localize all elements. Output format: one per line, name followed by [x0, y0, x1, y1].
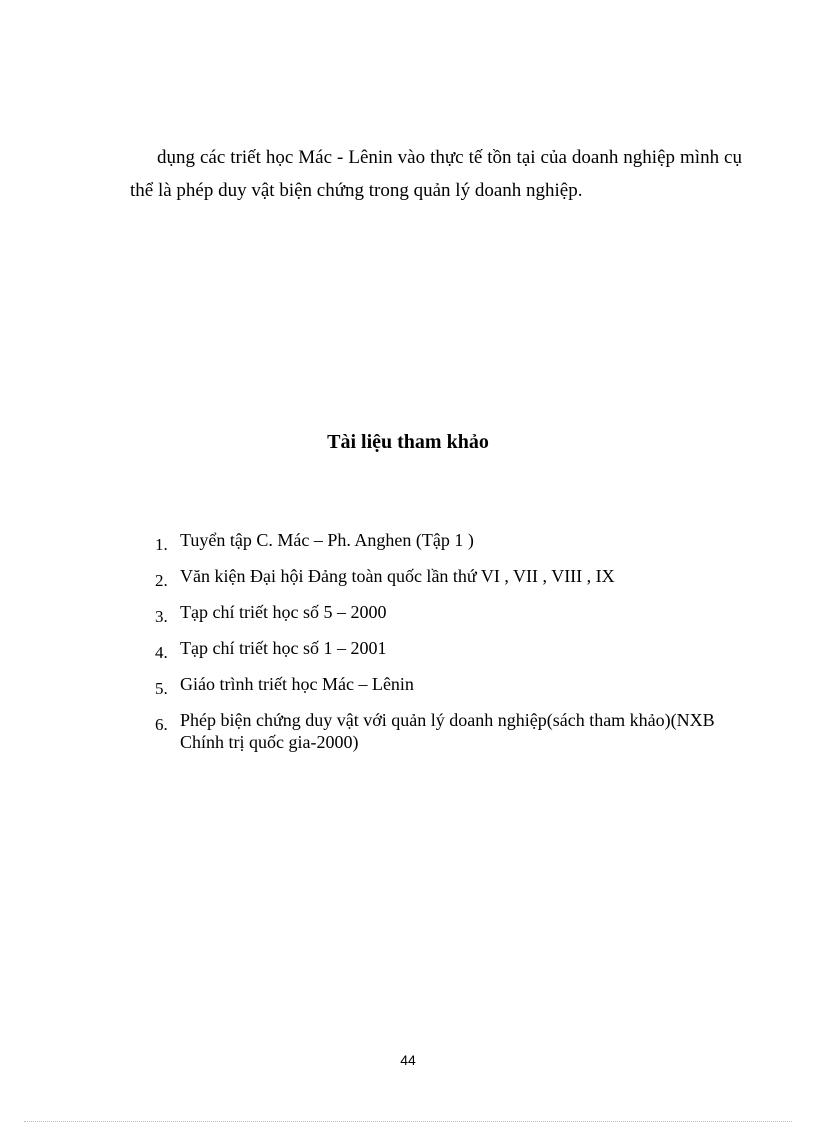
- reference-text: Giáo trình triết học Mác – Lênin: [180, 674, 414, 694]
- reference-number: 5.: [155, 679, 168, 698]
- reference-item-3: [155, 601, 755, 628]
- reference-text: Tuyển tập C. Mác – Ph. Anghen (Tập 1 ): [180, 530, 474, 550]
- references-title: Tài liệu tham khảo: [327, 431, 489, 453]
- reference-text: Phép biện chứng duy vật với quản lý doanh nghiệp(sách tham khảo)(NXB Chính trị quốc gia-2000): [180, 710, 715, 752]
- reference-text: Tạp chí triết học số 5 – 2000: [180, 602, 387, 622]
- reference-item-2: [155, 565, 755, 592]
- reference-number: 6.: [155, 715, 168, 734]
- reference-item-6: [155, 709, 755, 753]
- reference-number: 2.: [155, 571, 168, 590]
- reference-text: Văn kiện Đại hội Đảng toàn quốc lần thứ VI , VII , VIII , IX: [180, 566, 615, 586]
- reference-item-1: [155, 529, 755, 556]
- reference-item-4: [155, 637, 755, 664]
- reference-number: 3.: [155, 607, 168, 626]
- reference-number: 4.: [155, 643, 168, 662]
- intro-line-2: thể là phép duy vật biện chứng trong quản lý doanh nghiệp.: [130, 180, 583, 201]
- intro-line-1: dụng các triết học Mác - Lênin vào thực tế tồn tại của doanh nghiệp mình cụ: [157, 147, 742, 168]
- reference-text: Tạp chí triết học số 1 – 2001: [180, 638, 387, 658]
- intro-paragraph: [130, 141, 742, 207]
- reference-number: 1.: [155, 535, 168, 554]
- references-list: [155, 529, 755, 762]
- reference-item-5: [155, 673, 755, 700]
- page-number: 44: [400, 1052, 416, 1068]
- page-bottom-divider: [24, 1121, 792, 1122]
